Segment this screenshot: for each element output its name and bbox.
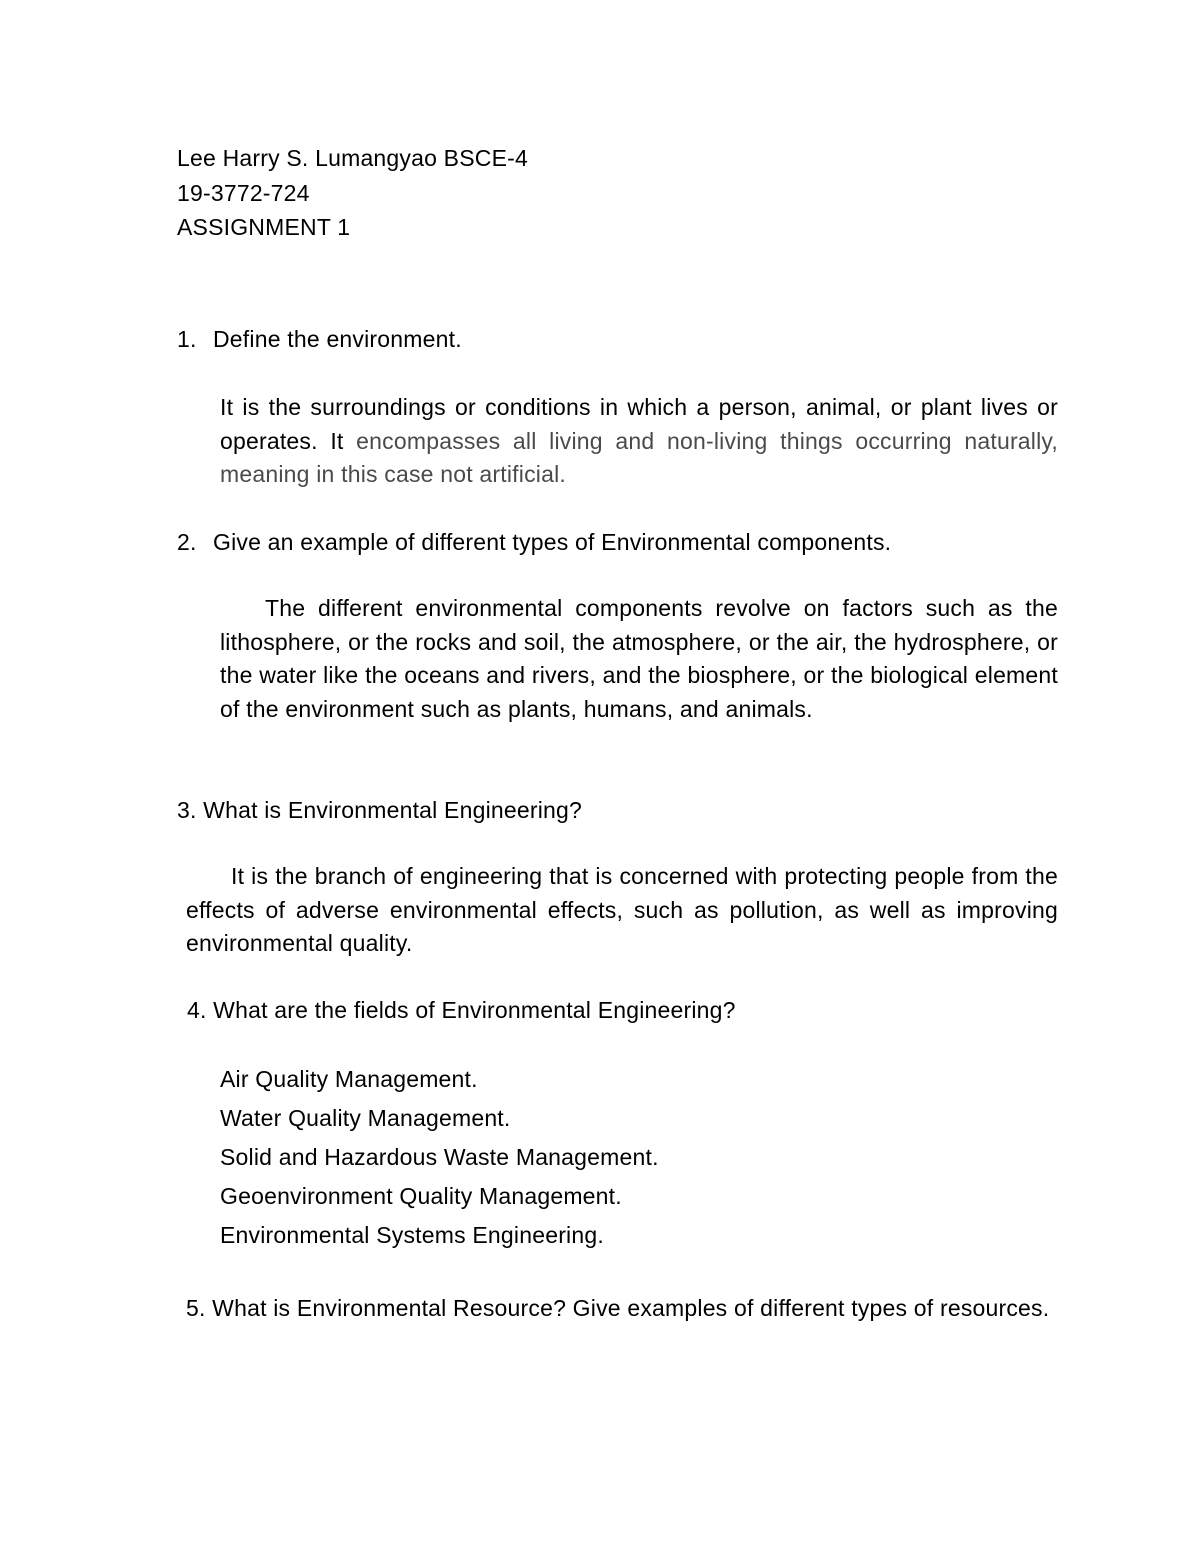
field-item: Environmental Systems Engineering. bbox=[220, 1222, 604, 1248]
question-2-number: 2. bbox=[177, 529, 197, 555]
answer-1 bbox=[220, 391, 1058, 492]
field-item: Geoenvironment Quality Management. bbox=[220, 1183, 622, 1209]
question-1 bbox=[177, 323, 462, 356]
question-4: 4. What are the fields of Environmental Engineering? bbox=[187, 997, 736, 1023]
student-name-line: Lee Harry S. Lumangyao BSCE-4 bbox=[177, 145, 528, 171]
student-id-line: 19-3772-724 bbox=[177, 180, 310, 206]
assignment-title: ASSIGNMENT 1 bbox=[177, 214, 351, 240]
question-2 bbox=[177, 526, 891, 559]
field-item: Air Quality Management. bbox=[220, 1066, 478, 1092]
question-3: 3. What is Environmental Engineering? bbox=[177, 797, 583, 823]
answer-1-part1: It is the surroundings or conditions in which a person, animal, or plant lives or operates. It bbox=[220, 394, 1058, 454]
answer-1-part2: encompasses all living and non-living things occurring naturally, meaning in this case not artificial. bbox=[220, 427, 1058, 487]
field-item: Solid and Hazardous Waste Management. bbox=[220, 1144, 659, 1170]
question-1-text: Define the environment. bbox=[213, 326, 462, 352]
answer-3: It is the branch of engineering that is concerned with protecting people from the effects of adverse environmental effects, such as pollution, as well as improving environmental quality. bbox=[186, 863, 1058, 956]
question-5: 5. What is Environmental Resource? Give examples of different types of resources. bbox=[186, 1295, 1050, 1321]
answer-2: The different environmental components revolve on factors such as the lithosphere, or the rocks and soil, the atmosphere, or the air, the hydrosphere, or the water like the oceans and rivers, and the biosphere, or the biological element of the environment such as plants, humans, and animals. bbox=[220, 595, 1058, 722]
question-2-text: Give an example of different types of Environmental components. bbox=[213, 529, 892, 555]
field-item: Water Quality Management. bbox=[220, 1105, 511, 1131]
question-1-number: 1. bbox=[177, 326, 197, 352]
